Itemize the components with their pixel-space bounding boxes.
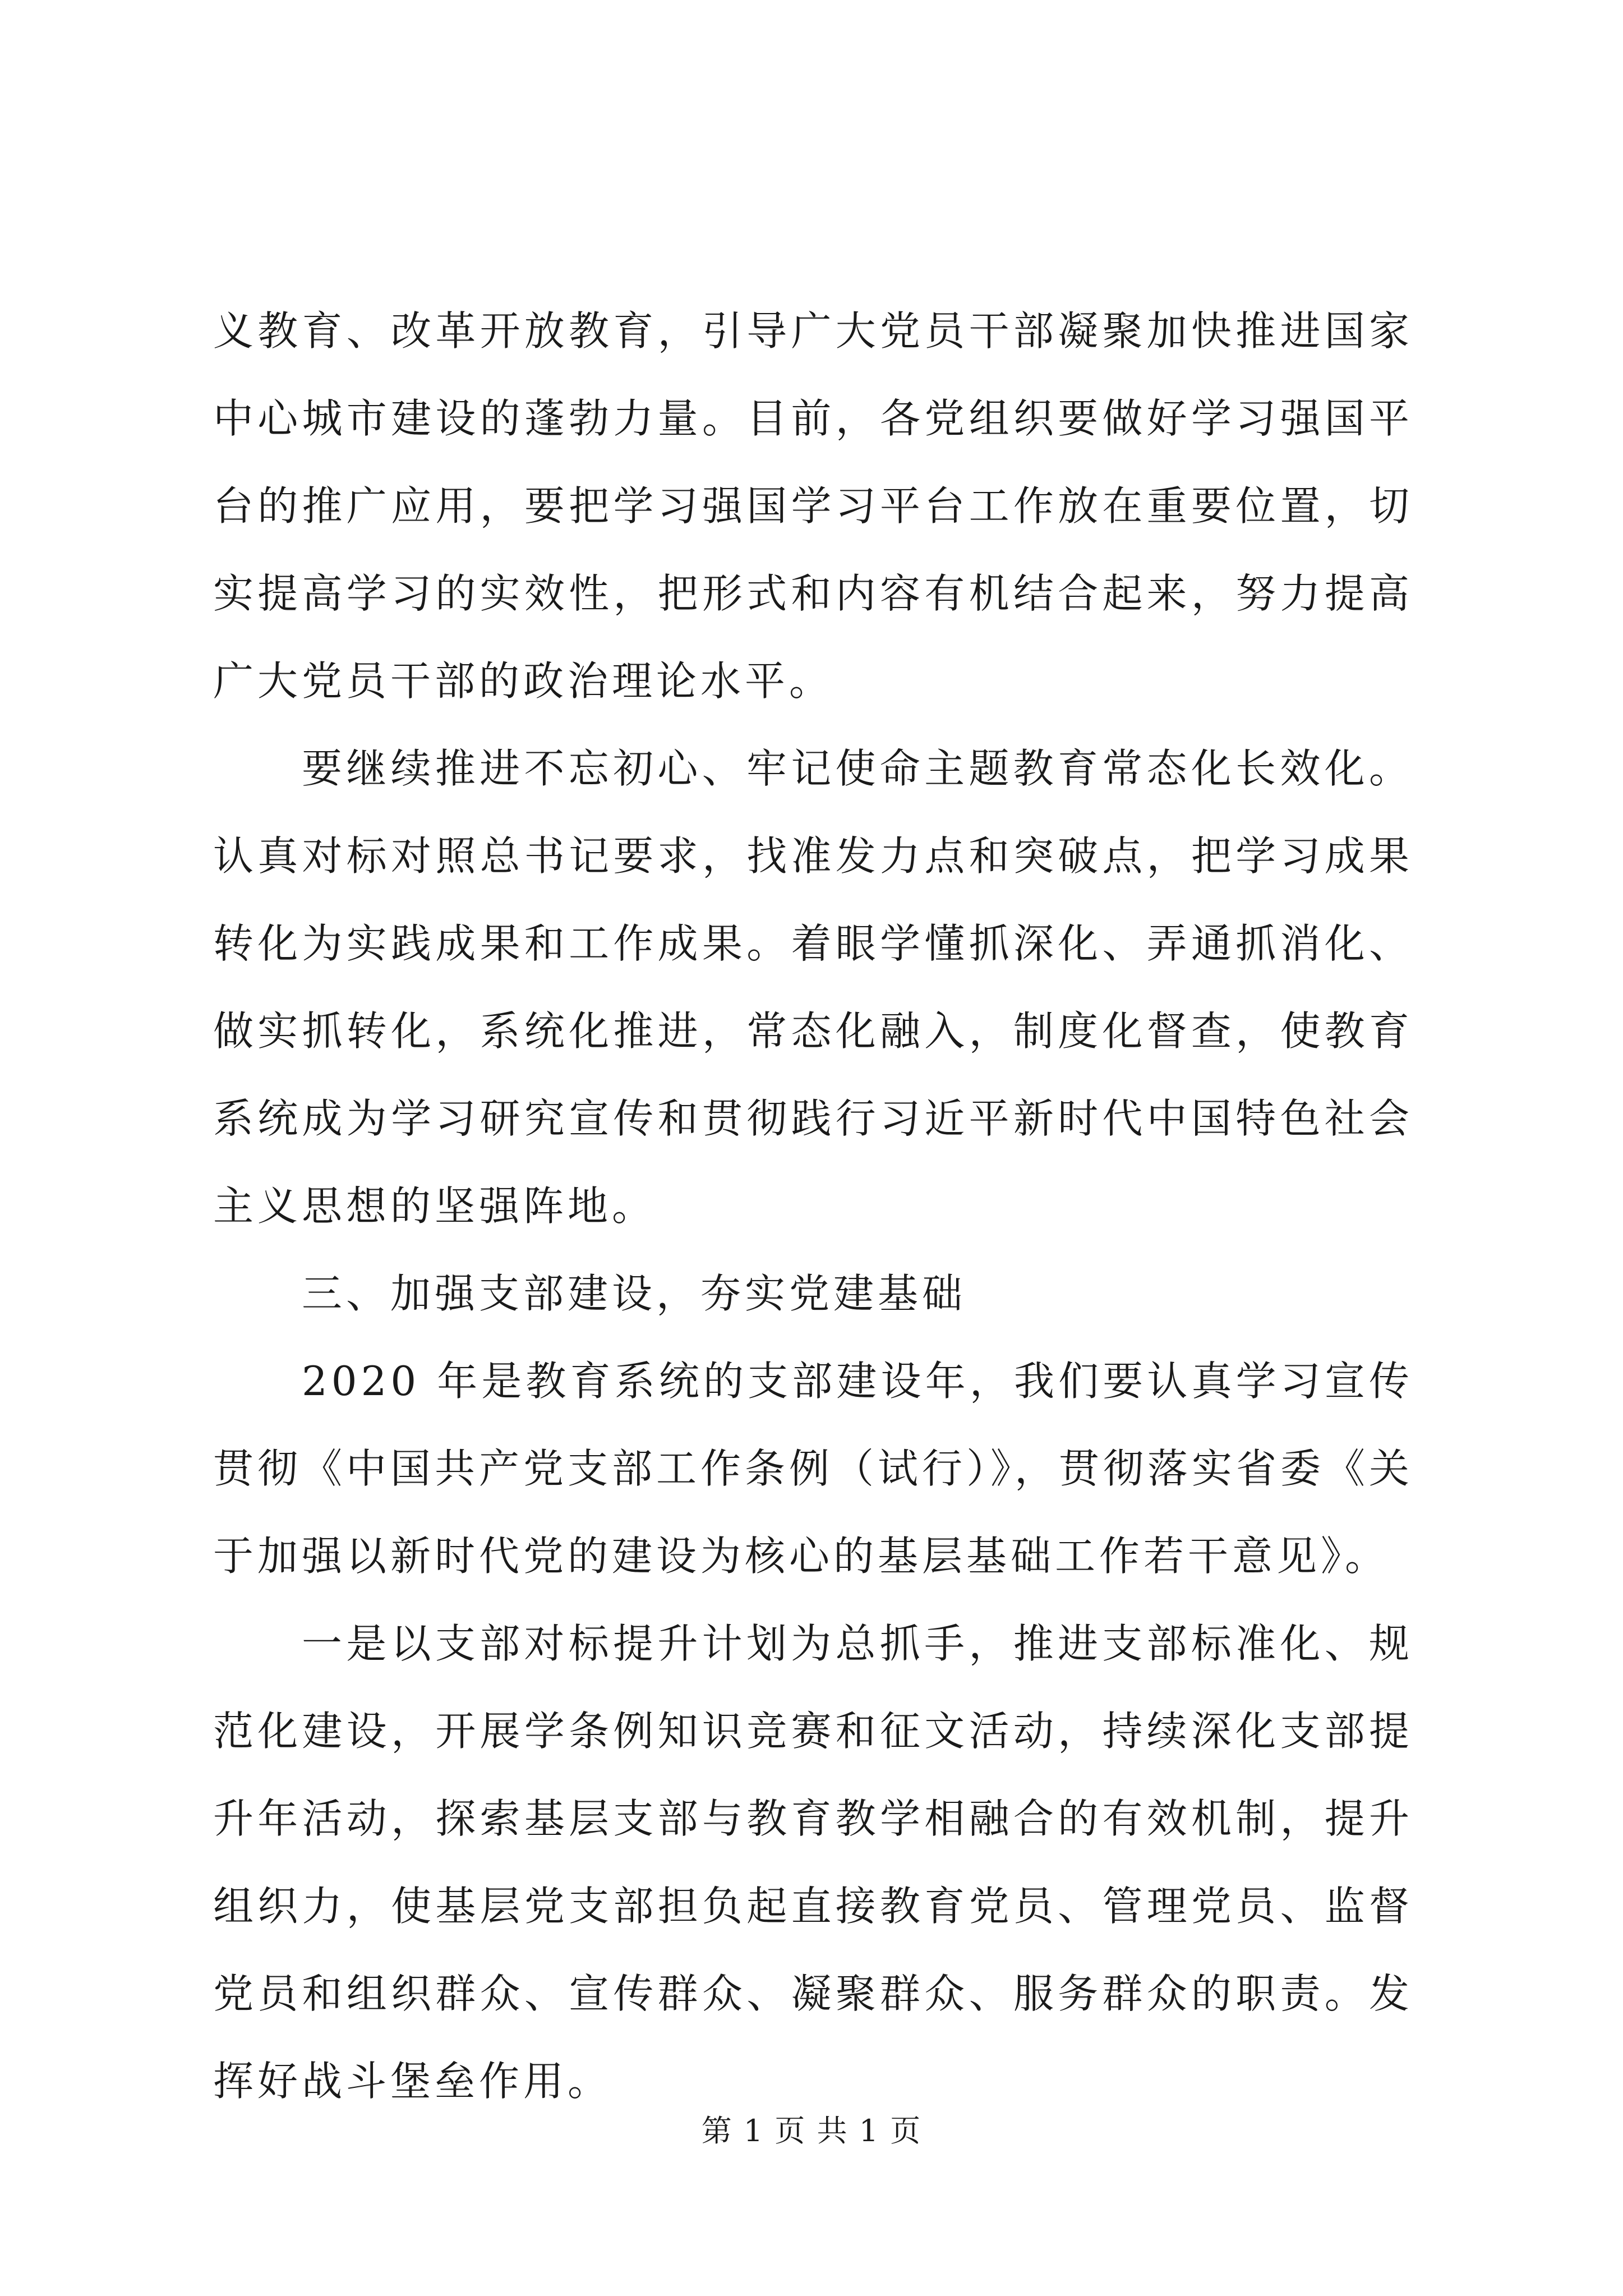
paragraph-continuation: 义教育、改革开放教育，引导广大党员干部凝聚加快推进国家中心城市建设的蓬勃力量。目前，各党组织要做好学习强国平台的推广应用，要把学习强国学习平台工作放在重要位置，切实提高学习的实效性，把形式和内容有机结合起来，努力提高广大党员干部的政治理论水平。 [213,307,1413,705]
section-heading: 三、加强支部建设，夯实党建基础 [302,1270,967,1317]
page-footer: 第 1 页 共 1 页 [701,2113,922,2148]
paragraph-branch-year: 2020 年是教育系统的支部建设年，我们要认真学习宣传贯彻《中国共产党支部工作条例（试行）》，贯彻落实省委《关于加强以新时代党的建设为核心的基层基础工作若干意见》。 [213,1358,1414,1580]
paragraph-theme-education: 要继续推进不忘初心、牢记使命主题教育常态化长效化。认真对标对照总书记要求，找准发力点和突破点，把学习成果转化为实践成果和工作成果。着眼学懂抓深化、弄通抓消化、做实抓转化，系统化推进，常态化融入，制度化督查，使教育系统成为学习研究宣传和贯彻践行习近平新时代中国特色社会主义思想的坚强阵地。 [213,745,1413,1230]
paragraph-branch-plan: 一是以支部对标提升计划为总抓手，推进支部标准化、规范化建设，开展学条例知识竞赛和征文活动，持续深化支部提升年活动，探索基层支部与教育教学相融合的有效机制，提升组织力，使基层党支部担负起直接教育党员、管理党员、监督党员和组织群众、宣传群众、凝聚群众、服务群众的职责。发挥好战斗堡垒作用。 [213,1620,1413,2105]
document-body [213,287,1413,2125]
